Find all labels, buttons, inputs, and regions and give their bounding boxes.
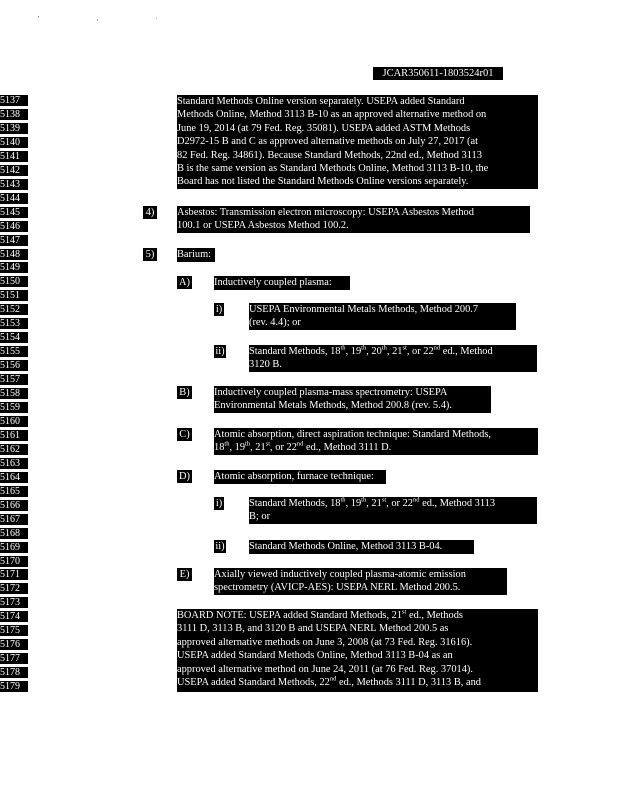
line-number: 5148 [0,249,28,260]
line-number: 5161 [0,430,28,441]
text-span: 18 [214,442,225,454]
text-span: , 20 [366,346,382,357]
line-number: 5149 [0,262,28,273]
text-line: Board has not listed the Standard Methods Online versions separately. [177,176,469,188]
text-span: , 21 [366,498,382,509]
text-span: , 21 [386,346,403,357]
line-number: 5178 [0,667,28,678]
item-d-label: Atomic absorption, furnace technique: [214,470,386,484]
text-line: 3120 B. [249,359,282,371]
ordinal-suffix: th [361,345,367,352]
item-c-marker: C) [177,428,192,441]
line-number: 5171 [0,569,28,580]
text-span: , 19 [345,498,362,509]
line-number: 5179 [0,681,28,692]
line-number: 5162 [0,444,28,455]
text-span: , or 22 [270,442,297,454]
text-span: ed., Method 3111 D. [303,442,392,454]
line-number: 5153 [0,318,28,329]
line-number: 5152 [0,304,28,315]
item-a-label: Inductively coupled plasma: [214,276,350,290]
text-span: ed., Method 3113 [419,498,496,509]
ordinal-suffix: th [361,497,367,504]
line-number: 5156 [0,360,28,371]
item-d-ii-text: Standard Methods Online, Method 3113 B-04. [249,540,474,554]
item-a-marker: A) [177,276,192,289]
text-line: 100.1 or USEPA Asbestos Method 100.2. [177,220,349,232]
line-number: 5150 [0,276,28,287]
item-a-ii-text [249,345,537,372]
line-number: 5160 [0,416,28,427]
ordinal-suffix: st [402,345,407,352]
text-line: Atomic absorption, direct aspiration technique: Standard Methods, [214,429,492,440]
text-line [249,345,537,358]
text-line [177,676,538,689]
ordinal-suffix: th [340,497,346,504]
text-span: , 19 [345,346,362,357]
text-line: USEPA Environmental Metals Methods, Method 200.7 [249,304,479,315]
text-span: ed., Methods 3111 D, 3113 B, and [336,677,481,689]
line-number: 5151 [0,290,28,301]
text-line: June 19, 2014 (at 79 Fed. Reg. 35081). USEPA added ASTM Methods [177,122,471,134]
line-number: 5172 [0,583,28,594]
scan-specks: ' , · [38,16,186,22]
board-note [177,609,538,692]
item-a-i-text [249,303,516,330]
ordinal-suffix: nd [296,440,304,448]
text-span: , 19 [229,442,246,454]
text-line: spectrometry (AVICP-AES): USEPA NERL Method 200.5. [214,582,461,594]
ordinal-suffix: th [224,440,230,448]
item-d-i-marker: i) [215,498,223,509]
line-number: 5169 [0,542,28,553]
line-number: 5170 [0,556,28,567]
text-line: Environmental Metals Methods, Method 200.8 (rev. 5.4). [214,400,452,412]
item-c-text [214,428,538,455]
text-line: approved alternative methods on June 3, 2008 (at 73 Fed. Reg. 31616). [177,636,473,648]
line-number: 5174 [0,611,28,622]
line-number: 5144 [0,193,28,204]
line-number: 5143 [0,179,28,190]
text-span: , or 22 [406,346,434,357]
line-number: 5166 [0,500,28,511]
text-span: USEPA added Standard Methods, 22 [177,677,330,689]
item-5-barium: Barium: [177,248,215,262]
line-number-gutter [0,95,28,695]
line-number: 5155 [0,346,28,357]
text-line: Axially viewed inductively coupled plasma-atomic emission [214,569,466,580]
line-number: 5168 [0,528,28,539]
line-number: 5175 [0,625,28,636]
text-line [249,497,537,510]
item-d-ii-marker: ii) [215,541,225,552]
line-number: 5146 [0,221,28,232]
text-line: Inductively coupled plasma-mass spectrometry: USEPA [214,387,448,398]
line-number: 5140 [0,137,28,148]
text-span: ed., Methods [406,610,463,621]
line-number: 5158 [0,388,28,399]
line-number: 5164 [0,472,28,483]
item-d-marker: D) [177,470,192,483]
text-line [214,441,538,454]
text-span: ed., Method [440,346,493,357]
text-span: Standard Methods, 18 [249,498,341,509]
text-line: B is the same version as Standard Methods Online, Method 3113 B-10, the [177,163,489,175]
item-5-marker: 5) [143,248,157,261]
text-span: , or 22 [386,498,413,509]
line-number: 5167 [0,514,28,525]
ordinal-suffix: th [245,440,251,448]
text-line: 82 Fed. Reg. 34861). Because Standard Methods, 22nd ed., Method 3113 [177,149,482,161]
line-number: 5137 [0,95,28,106]
item-d-i-text [249,497,537,524]
line-number: 5147 [0,235,28,246]
line-number: 5165 [0,486,28,497]
line-number: 5145 [0,207,28,218]
ordinal-suffix: th [381,345,387,352]
ordinal-suffix: nd [433,345,441,352]
line-number: 5163 [0,458,28,469]
text-span: Standard Methods, 18 [249,346,341,357]
ordinal-suffix: st [381,497,387,504]
text-line: Standard Methods Online version separately. USEPA added Standard [177,96,465,107]
line-number: 5138 [0,109,28,120]
document-id-header: JCAR350611-1803524r01 [373,67,503,80]
line-number: 5177 [0,653,28,664]
text-span: BOARD NOTE: USEPA added Standard Methods, 21 [177,610,403,621]
line-number: 5154 [0,332,28,343]
ordinal-suffix: st [402,609,407,616]
line-number: 5141 [0,151,28,162]
ordinal-suffix: th [340,345,346,352]
ordinal-suffix: nd [413,497,420,504]
ordinal-suffix: st [265,440,271,448]
line-number: 5157 [0,374,28,385]
text-line: USEPA added Standard Methods Online, Method 3113 B-04 as an [177,650,453,662]
item-b-text [214,386,491,413]
item-e-marker: E) [177,568,192,581]
text-line: B; or [249,511,271,523]
ordinal-suffix: nd [329,675,337,683]
text-line: Methods Online, Method 3113 B-10 as an approved alternative method on [177,109,487,121]
line-number: 5159 [0,402,28,413]
text-line: 3111 D, 3113 B, and 3120 B and USEPA NERL Method 200.5 as [177,623,449,635]
line-number: 5173 [0,597,28,608]
line-number: 5176 [0,639,28,650]
line-number: 5139 [0,123,28,134]
text-line [177,609,538,622]
item-a-i-marker: i) [215,304,223,315]
item-e-text [214,568,507,595]
text-line: approved alternative method on June 24, 2011 (at 76 Fed. Reg. 37014). [177,663,473,675]
text-line: D2972-15 B and C as approved alternative methods on July 27, 2017 (at [177,136,478,148]
item-4-marker: 4) [143,206,157,219]
text-line: Asbestos: Transmission electron microscopy: USEPA Asbestos Method [177,207,474,218]
line-number: 5142 [0,165,28,176]
item-b-marker: B) [177,386,192,399]
item-4-asbestos [177,206,530,233]
text-line: (rev. 4.4); or [249,317,301,329]
text-span: , 21 [250,442,266,454]
item-a-ii-marker: ii) [215,346,225,357]
intro-paragraph [177,95,538,189]
